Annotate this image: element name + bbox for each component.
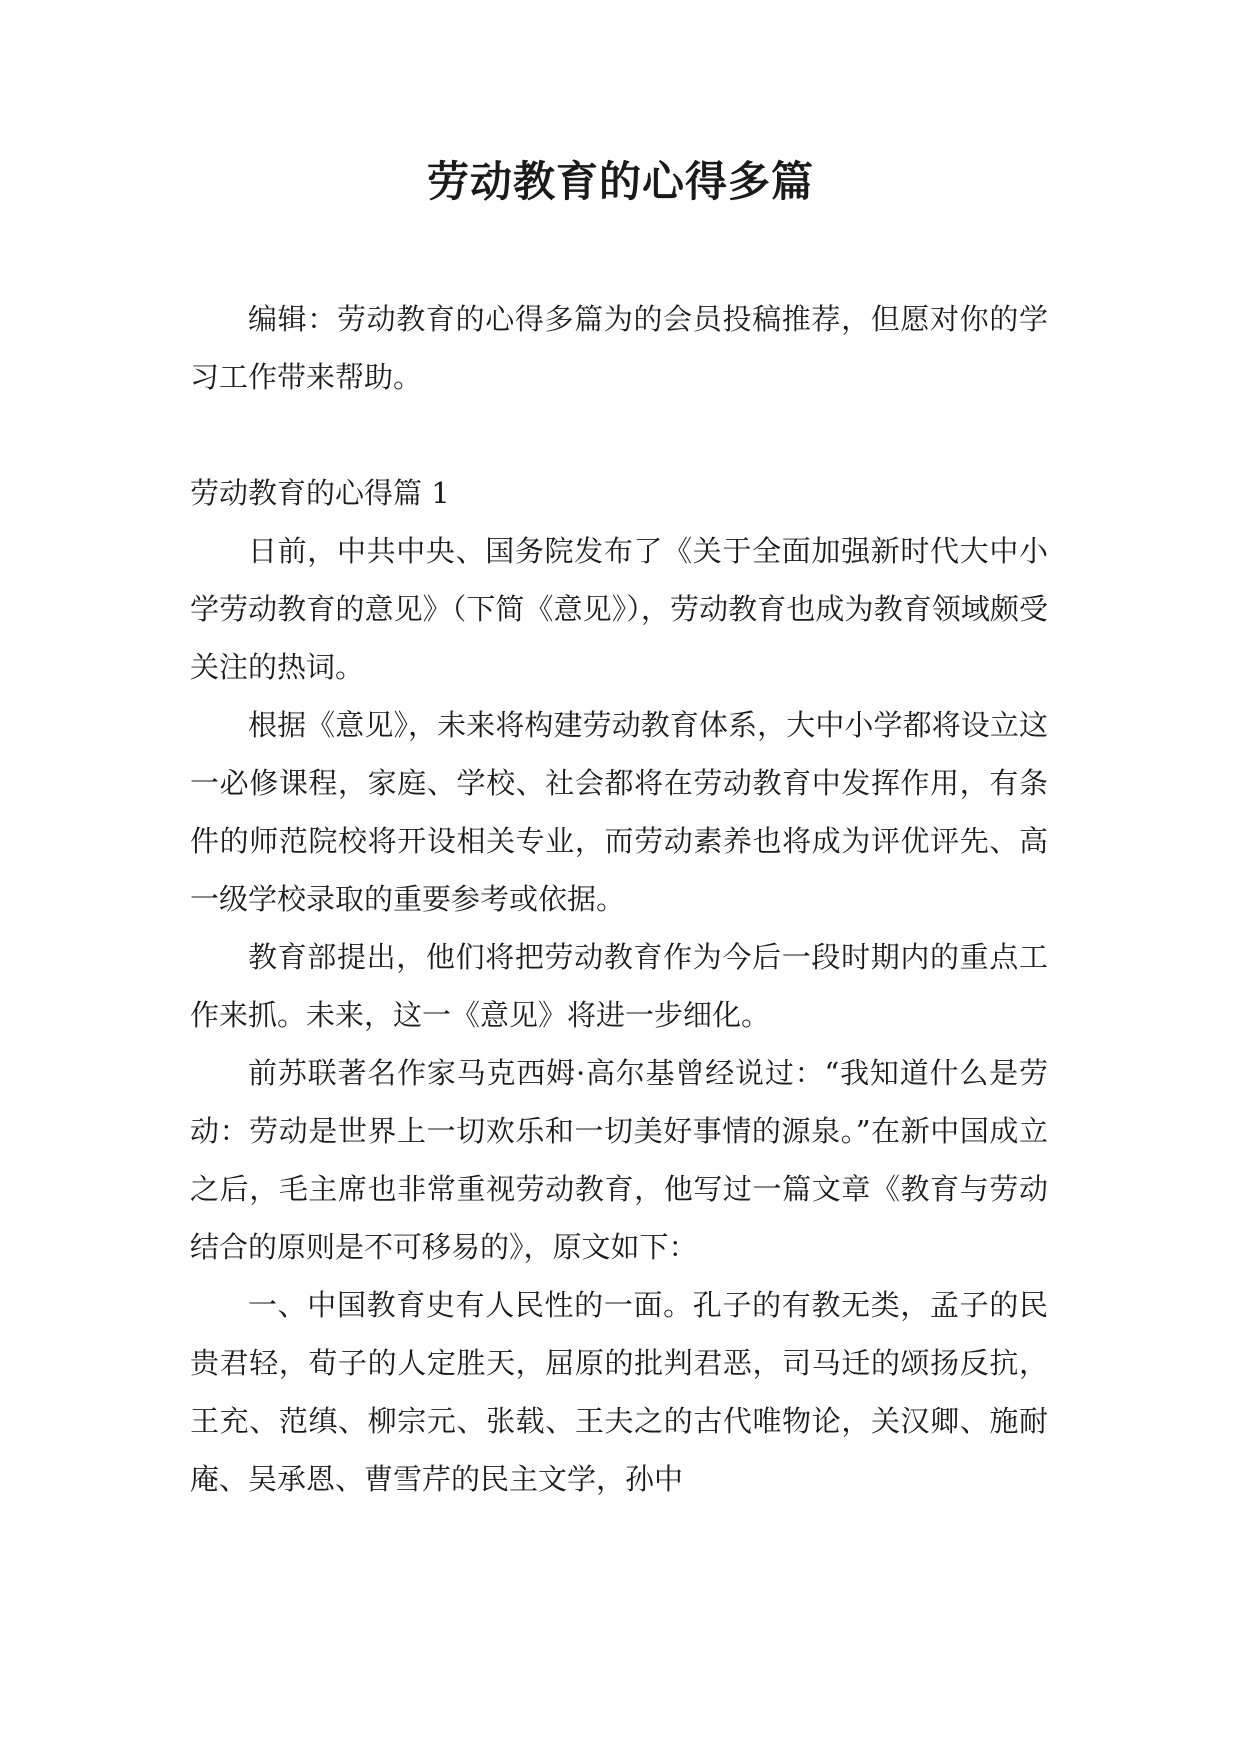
body-paragraph-3: 教育部提出，他们将把劳动教育作为今后一段时期内的重点工作来抓。未来，这一《意见》将进一步细化。 xyxy=(190,940,1048,1032)
document-body xyxy=(190,290,1048,1508)
body-paragraph-2: 根据《意见》，未来将构建劳动教育体系，大中小学都将设立这一必修课程，家庭、学校、社会都将在劳动教育中发挥作用，有条件的师范院校将开设相关专业，而劳动素养也将成为评优评先、高一级学校录取的重要参考或依据。 xyxy=(190,708,1048,916)
body-paragraph-4: 前苏联著名作家马克西姆·高尔基曾经说过：“我知道什么是劳动：劳动是世界上一切欢乐和一切美好事情的源泉。”在新中国成立之后，毛主席也非常重视劳动教育，他写过一篇文章《教育与劳动结合的原则是不可移易的》，原文如下： xyxy=(190,1056,1048,1264)
section-heading: 劳动教育的心得篇 1 xyxy=(190,476,450,510)
intro-paragraph: 编辑：劳动教育的心得多篇为的会员投稿推荐，但愿对你的学习工作带来帮助。 xyxy=(190,302,1048,394)
body-paragraph-1: 日前，中共中央、国务院发布了《关于全面加强新时代大中小学劳动教育的意见》（下简《意见》），劳动教育也成为教育领域颇受关注的热词。 xyxy=(190,534,1048,684)
body-paragraph-5: 一、中国教育史有人民性的一面。孔子的有教无类，孟子的民贵君轻，荀子的人定胜天，屈原的批判君恶，司马迁的颂扬反抗，王充、范缜、柳宗元、张载、王夫之的古代唯物论，关汉卿、施耐庵、吴承恩、曹雪芹的民主文学，孙中 xyxy=(190,1288,1048,1496)
document-title: 劳动教育的心得多篇 xyxy=(426,157,814,206)
